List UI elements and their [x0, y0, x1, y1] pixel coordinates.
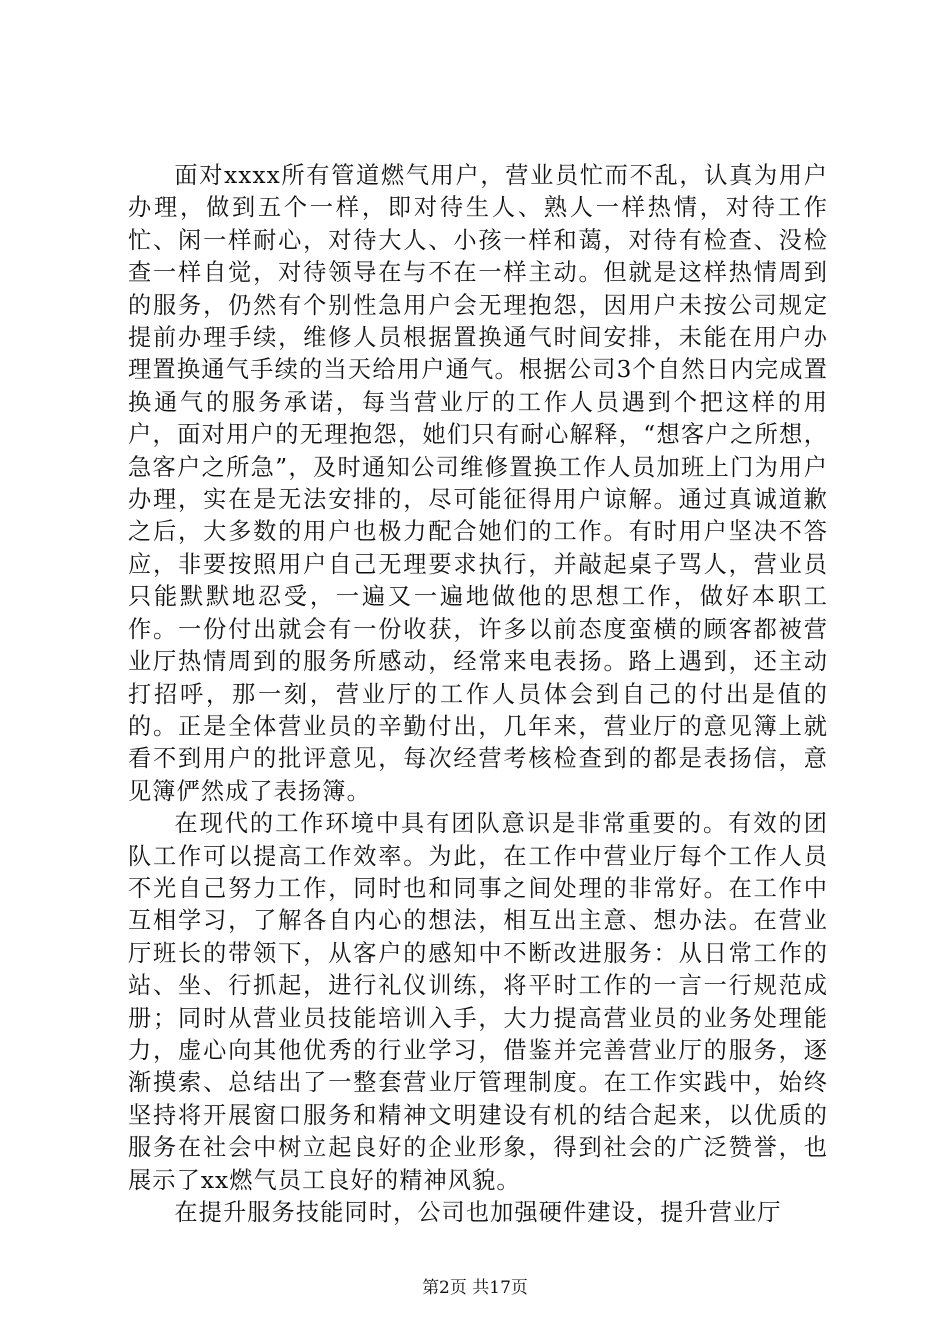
page-number-footer: 第2页 共17页	[422, 1278, 528, 1298]
paragraph-1: 面对xxxx所有管道燃气用户，营业员忙而不乱，认真为用户办理，做到五个一样，即对待生人、熟人一样热情，对待工作忙、闲一样耐心，对待大人、小孩一样和蔼，对待有检查、没检查一样自觉，对待领导在与不在一样主动。但就是这样热情周到的服务，仍然有个别性急用户会无理抱怨，因用户未按公司规定提前办理手续，维修人员根据置换通气时间安排，未能在用户办理置换通气手续的当天给用户通气。根据公司3个自然日内完成置换通气的服务承诺，每当营业厅的工作人员遇到个把这样的用户，面对用户的无理抱怨，她们只有耐心解释，“想客户之所想，急客户之所急”，及时通知公司维修置换工作人员加班上门为用户办理，实在是无法安排的，尽可能征得用户谅解。通过真诚道歉之后，大多数的用户也极力配合她们的工作。有时用户坚决不答应，非要按照用户自己无理要求执行，并敲起桌子骂人，营业员只能默默地忍受，一遍又一遍地做他的思想工作，做好本职工作。一份付出就会有一份收获，许多以前态度蛮横的顾客都被营业厅热情周到的服务所感动，经常来电表扬。路上遇到，还主动打招呼，那一刻，营业厅的工作人员体会到自己的付出是值的的。正是全体营业员的辛勤付出，几年来，营业厅的意见簿上就看不到用户的批评意见，每次经营考核检查到的都是表扬信，意见簿俨然成了表扬簿。	[128, 162, 828, 805]
paragraph-3: 在提升服务技能同时，公司也加强硬件建设，提升营业厅	[174, 1199, 782, 1226]
document-body	[128, 160, 828, 1229]
paragraph-2: 在现代的工作环境中具有团队意识是非常重要的。有效的团队工作可以提高工作效率。为此，在工作中营业厅每个工作人员不光自己努力工作，同时也和同事之间处理的非常好。在工作中互相学习，了解各自内心的想法，相互出主意、想办法。在营业厅班长的带领下，从客户的感知中不断改进服务：从日常工作的站、坐、行抓起，进行礼仪训练，将平时工作的一言一行规范成册；同时从营业员技能培训入手，大力提高营业员的业务处理能力，虚心向其他优秀的行业学习，借鉴并完善营业厅的服务，逐渐摸索、总结出了一整套营业厅管理制度。在工作实践中，始终坚持将开展窗口服务和精神文明建设有机的结合起来，以优质的服务在社会中树立起良好的企业形象，得到社会的广泛赞誉，也展示了xx燃气员工良好的精神风貌。	[128, 810, 828, 1194]
